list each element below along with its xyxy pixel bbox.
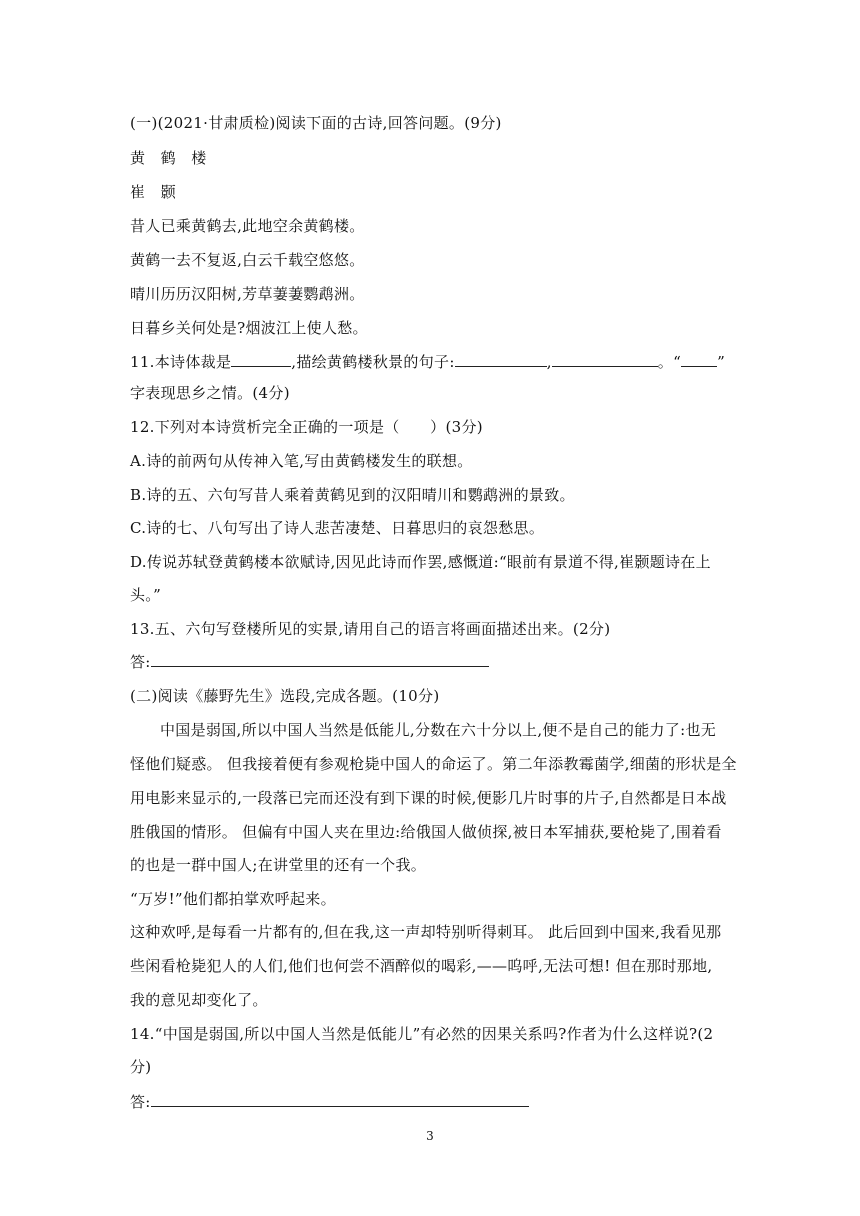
q11-line2: 字表现思乡之情。(4分) xyxy=(130,384,290,402)
q14-answer-line[interactable] xyxy=(151,1092,529,1107)
passage-line: 些闲看枪毙犯人的人们,他们也何尝不酒醉似的喝彩,——呜呼,无法可想! 但在那时那地, xyxy=(130,957,713,975)
q11-text: ,描绘黄鹤楼秋景的句子: xyxy=(291,353,455,371)
page-number: 3 xyxy=(426,1129,434,1143)
question-14: 14.“中国是弱国,所以中国人当然是低能儿”有必然的因果关系吗?作者为什么这样说?(2 xyxy=(130,1025,714,1043)
q11-blank-line1[interactable] xyxy=(455,352,547,367)
q14-cont: 分) xyxy=(130,1058,152,1076)
q11-blank-line2[interactable] xyxy=(552,352,658,367)
q11-text: , xyxy=(546,353,552,371)
passage-line: 这种欢呼,是每看一片都有的,但在我,这一声却特别听得刺耳。 此后回到中国来,我看见那 xyxy=(130,923,722,941)
poem-line: 晴川历历汉阳树,芳草萋萋鹦鹉洲。 xyxy=(130,285,365,303)
passage-line: 用电影来显示的,一段落已完而还没有到下课的时候,便影几片时事的片子,自然都是日本战 xyxy=(130,789,727,807)
passage-line: 的也是一群中国人;在讲堂里的还有一个我。 xyxy=(130,856,427,874)
section1-heading: (一)(2021·甘肃质检)阅读下面的古诗,回答问题。(9分) xyxy=(130,114,502,132)
q11-blank-genre[interactable] xyxy=(231,352,291,367)
poem-line: 黄鹤一去不复返,白云千载空悠悠。 xyxy=(130,251,365,269)
q11-text: 。“ xyxy=(657,353,682,371)
option-d-cont: 头。” xyxy=(130,586,162,604)
passage-line: “万岁!”他们都拍掌欢呼起来。 xyxy=(130,890,336,908)
passage-line: 怪他们疑惑。 但我接着便有参观枪毙中国人的命运了。第二年添教霉菌学,细菌的形状是全 xyxy=(130,755,737,773)
q11-text: ” xyxy=(717,353,726,371)
poem-title: 黄 鹤 楼 xyxy=(130,149,207,167)
poem-line: 昔人已乘黄鹤去,此地空余黄鹤楼。 xyxy=(130,217,365,235)
q11-blank-word[interactable] xyxy=(681,352,717,367)
poem-author: 崔 颢 xyxy=(130,183,176,201)
question-12: 12.下列对本诗赏析完全正确的一项是（ ）(3分) xyxy=(130,418,483,436)
passage-line: 我的意见却变化了。 xyxy=(130,991,268,1009)
q13-answer-line[interactable] xyxy=(151,652,489,667)
option-a: A.诗的前两句从传神入笔,写由黄鹤楼发生的联想。 xyxy=(130,452,473,470)
q13-answer xyxy=(130,652,489,672)
q11-text: 11.本诗体裁是 xyxy=(130,353,232,371)
poem-line: 日暮乡关何处是?烟波江上使人愁。 xyxy=(130,319,368,337)
q14-answer xyxy=(130,1092,529,1112)
passage-line: 胜俄国的情形。 但偏有中国人夹在里边:给俄国人做侦探,被日本军捕获,要枪毙了,围着看 xyxy=(130,823,722,841)
answer-label: 答: xyxy=(130,653,151,671)
option-d: D.传说苏轼登黄鹤楼本欲赋诗,因见此诗而作罢,感慨道:“眼前有景道不得,崔颢题诗在上 xyxy=(130,553,711,571)
option-b: B.诗的五、六句写昔人乘着黄鹤见到的汉阳晴川和鹦鹉洲的景致。 xyxy=(130,486,575,504)
question-11 xyxy=(130,352,725,372)
option-c: C.诗的七、八句写出了诗人悲苦凄楚、日暮思归的哀怨愁思。 xyxy=(130,519,545,537)
question-13: 13.五、六句写登楼所见的实景,请用自己的语言将画面描述出来。(2分) xyxy=(130,620,611,638)
passage-line: 中国是弱国,所以中国人当然是低能儿,分数在六十分以上,便不是自己的能力了:也无 xyxy=(160,721,717,739)
section2-heading: (二)阅读《藤野先生》选段,完成各题。(10分) xyxy=(130,687,440,705)
answer-label: 答: xyxy=(130,1093,151,1111)
